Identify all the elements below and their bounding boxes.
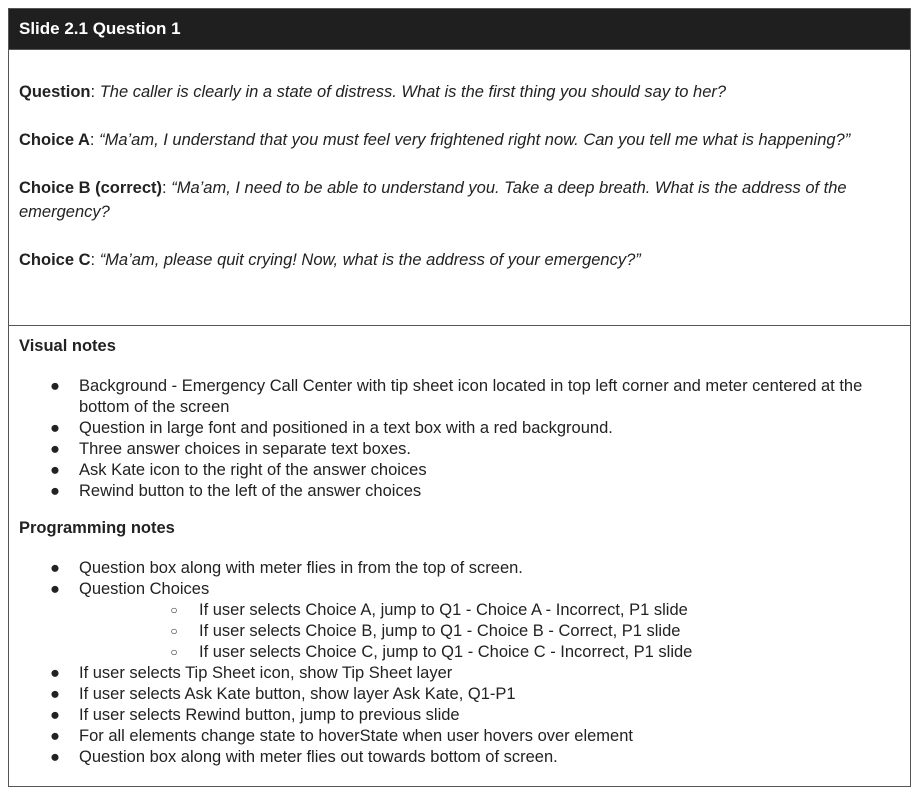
list-item-text: Ask Kate icon to the right of the answer choices bbox=[79, 461, 427, 479]
bullet-icon: ● bbox=[50, 419, 60, 437]
choice-c-separator: : bbox=[90, 251, 100, 269]
list-item bbox=[19, 747, 900, 768]
sub-list-item bbox=[79, 642, 900, 663]
storyboard-table bbox=[8, 8, 911, 787]
sub-list-item-text: If user selects Choice B, jump to Q1 - Choice B - Correct, P1 slide bbox=[199, 622, 681, 640]
question-text: The caller is clearly in a state of distress. What is the first thing you should say to her? bbox=[99, 83, 727, 101]
sub-list-item bbox=[79, 600, 900, 621]
list-item bbox=[19, 684, 900, 705]
slide-title: Slide 2.1 Question 1 bbox=[9, 9, 910, 49]
choice-c-paragraph bbox=[19, 248, 900, 272]
sub-list-item-text: If user selects Choice C, jump to Q1 - Choice C - Incorrect, P1 slide bbox=[199, 643, 693, 661]
bullet-icon: ● bbox=[50, 440, 60, 458]
programming-notes-list bbox=[19, 558, 900, 768]
bullet-icon: ● bbox=[50, 482, 60, 500]
bullet-icon: ● bbox=[50, 706, 60, 724]
choice-a-label: Choice A bbox=[19, 131, 90, 149]
bullet-icon: ● bbox=[50, 559, 60, 577]
sub-list-item bbox=[79, 621, 900, 642]
list-item-text: Question box along with meter flies out towards bottom of screen. bbox=[79, 748, 558, 766]
list-item bbox=[19, 418, 900, 439]
list-item bbox=[19, 460, 900, 481]
notes-cell bbox=[9, 325, 910, 768]
question-separator: : bbox=[90, 83, 100, 101]
circle-bullet-icon: ○ bbox=[170, 645, 178, 659]
list-item bbox=[19, 481, 900, 502]
list-item-text: For all elements change state to hoverState when user hovers over element bbox=[79, 727, 633, 745]
list-item-text: Question in large font and positioned in a text box with a red background. bbox=[79, 419, 613, 437]
list-item bbox=[19, 705, 900, 726]
list-item-text: If user selects Tip Sheet icon, show Tip Sheet layer bbox=[79, 664, 453, 682]
bullet-icon: ● bbox=[50, 664, 60, 682]
choice-b-paragraph bbox=[19, 176, 900, 224]
bullet-icon: ● bbox=[50, 727, 60, 745]
list-item bbox=[19, 663, 900, 684]
list-item-text: Question box along with meter flies in from the top of screen. bbox=[79, 559, 523, 577]
bullet-icon: ● bbox=[50, 748, 60, 766]
list-item bbox=[19, 558, 900, 579]
choice-c-text: “Ma’am, please quit crying! Now, what is the address of your emergency?” bbox=[99, 251, 641, 269]
choice-a-text: “Ma’am, I understand that you must feel very frightened right now. Can you tell me what is happening?” bbox=[99, 131, 851, 149]
question-cell bbox=[9, 49, 910, 325]
list-item bbox=[19, 726, 900, 747]
choice-c-label: Choice C bbox=[19, 251, 91, 269]
choice-b-separator: : bbox=[162, 179, 172, 197]
list-item-text: Rewind button to the left of the answer choices bbox=[79, 482, 422, 500]
question-paragraph bbox=[19, 80, 900, 104]
choice-a-paragraph bbox=[19, 128, 900, 152]
bullet-icon: ● bbox=[50, 377, 60, 395]
question-label: Question bbox=[19, 83, 91, 101]
visual-notes-list bbox=[19, 376, 900, 502]
bullet-icon: ● bbox=[50, 461, 60, 479]
choice-b-text: “Ma’am, I need to be able to understand you. Take a deep breath. What is the address of the emergency? bbox=[19, 179, 847, 221]
bullet-icon: ● bbox=[50, 685, 60, 703]
list-item-text: If user selects Ask Kate button, show layer Ask Kate, Q1-P1 bbox=[79, 685, 516, 703]
bullet-icon: ● bbox=[50, 580, 60, 598]
choice-b-label: Choice B (correct) bbox=[19, 179, 163, 197]
list-item-text: Three answer choices in separate text boxes. bbox=[79, 440, 412, 458]
list-item bbox=[19, 439, 900, 460]
choice-a-separator: : bbox=[89, 131, 100, 149]
question-choices-sublist bbox=[79, 600, 900, 663]
sub-list-item-text: If user selects Choice A, jump to Q1 - Choice A - Incorrect, P1 slide bbox=[199, 601, 688, 619]
circle-bullet-icon: ○ bbox=[170, 624, 178, 638]
list-item bbox=[19, 376, 900, 418]
visual-notes-title: Visual notes bbox=[19, 337, 116, 355]
list-item bbox=[19, 579, 900, 663]
list-item-text: Question Choices bbox=[79, 580, 210, 598]
list-item-text: If user selects Rewind button, jump to previous slide bbox=[79, 706, 460, 724]
list-item-text: Background - Emergency Call Center with tip sheet icon located in top left corner and meter centered at the bottom of the screen bbox=[79, 377, 863, 416]
circle-bullet-icon: ○ bbox=[170, 603, 178, 617]
programming-notes-title: Programming notes bbox=[19, 519, 175, 537]
